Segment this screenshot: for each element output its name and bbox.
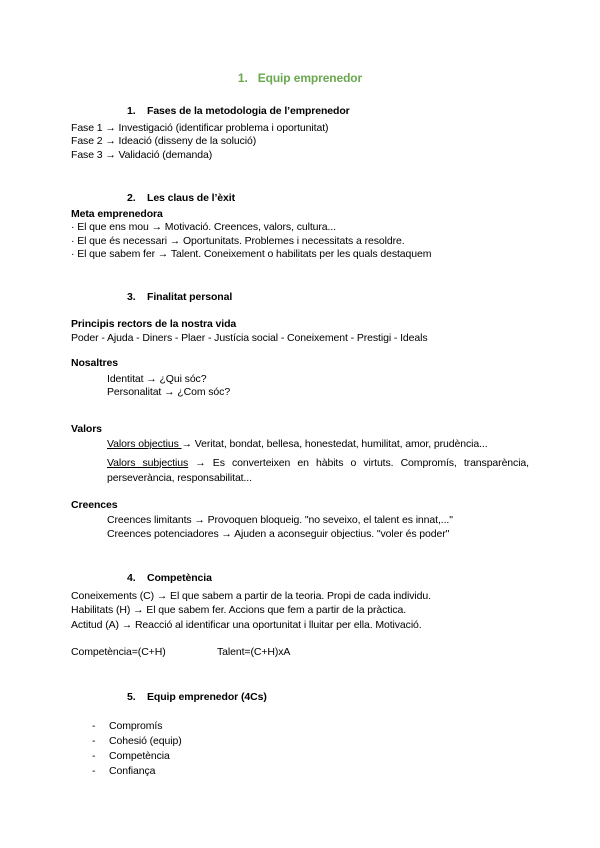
dash-marker: -	[92, 765, 96, 777]
section-5-heading-text: Equip emprenedor (4Cs)	[147, 690, 267, 703]
fase-1-line: Fase 1 → Investigació (identificar problema i oportunitat)	[71, 121, 329, 134]
section-1-heading-number: 1.	[127, 105, 136, 117]
dash-marker: -	[92, 735, 96, 747]
valors-objectius-label: Valors objectius	[107, 438, 182, 450]
coneixements-line: Coneixements (C) → El que sabem a partir de la teoria. Propi de cada individu.	[71, 589, 431, 602]
document-title	[71, 71, 529, 85]
section-2-heading-number: 2.	[127, 192, 136, 204]
habilitats-line: Habilitats (H) → El que sabem fer. Accions que fem a partir de la pràctica.	[71, 604, 407, 616]
valors-title: Valors	[71, 422, 102, 435]
claus-bullet-3: · El que sabem fer → Talent. Coneixement o habilitats per les quals destaquem	[71, 248, 432, 260]
principis-title: Principis rectors de la nostra vida	[71, 318, 237, 330]
section-5-heading-number: 5.	[127, 690, 136, 703]
identitat-line: Identitat → ¿Qui sóc?	[107, 372, 207, 385]
list-item	[71, 719, 529, 734]
list-item-label: Competència	[109, 750, 170, 762]
fase-3-line: Fase 3 → Validació (demanda)	[71, 148, 213, 161]
personalitat-line: Personalitat → ¿Com sóc?	[107, 386, 231, 398]
dash-marker: -	[92, 750, 96, 762]
section-5-heading	[127, 691, 529, 705]
meta-emprenedora-subheading: Meta emprenedora	[71, 207, 163, 220]
section-4-heading-text: Competència	[147, 572, 212, 584]
section-2-heading	[127, 192, 529, 206]
claus-bullet-1: · El que ens mou → Motivació. Creences, valors, cultura...	[71, 221, 336, 233]
list-item	[71, 749, 529, 764]
list-item-label: Confiança	[109, 765, 156, 777]
title-number: 1.	[237, 71, 248, 85]
formula-row	[71, 646, 529, 660]
section-3-heading-text: Finalitat personal	[147, 290, 233, 303]
dash-marker: -	[92, 720, 96, 732]
list-item	[71, 734, 529, 749]
valors-subjectius-text: → Es converteixen en hàbits o virtuts. Compromís, transparència, perseverància, responsabilitat...	[107, 456, 529, 484]
claus-bullet-2: · El que és necessari → Oportunitats. Problemes i necessitats a resoldre.	[71, 234, 405, 247]
valors-subjectius-paragraph	[107, 456, 529, 486]
list-item	[71, 764, 529, 779]
section-4-heading	[127, 572, 529, 586]
section-1-heading	[127, 105, 529, 119]
section-3-heading-number: 3.	[127, 290, 136, 303]
section-2-heading-text: Les claus de l’èxit	[147, 192, 235, 204]
competencia-formula: Competència=(C+H)	[71, 646, 166, 658]
list-item-label: Compromís	[109, 720, 163, 732]
actitud-line: Actitud (A) → Reacció al identificar una oportunitat i lluitar per ella. Motivació.	[71, 618, 422, 631]
fase-2-line: Fase 2 → Ideació (disseny de la solució)	[71, 135, 257, 147]
principis-line: Poder - Ajuda - Diners - Plaer - Justícia social - Coneixement - Prestigi - Ideals	[71, 331, 428, 344]
title-text: Equip emprenedor	[257, 71, 363, 85]
list-item-label: Cohesió (equip)	[109, 735, 182, 747]
valors-subjectius-label: Valors subjectius	[107, 456, 189, 469]
valors-objectius-text: → Veritat, bondat, bellesa, honestedat, humilitat, amor, prudència...	[181, 438, 488, 450]
nosaltres-title: Nosaltres	[71, 357, 118, 369]
creences-potenciadores-line: Creences potenciadores → Ajuden a aconseguir objectius. "voler és poder"	[107, 527, 450, 540]
section-4-heading-number: 4.	[127, 572, 136, 584]
valors-objectius-line	[107, 438, 529, 452]
creences-limitants-line: Creences limitants → Provoquen bloqueig. "no seveixo, el talent es innat,..."	[107, 514, 453, 526]
talent-formula: Talent=(C+H)xA	[217, 646, 291, 658]
section-1-heading-text: Fases de la metodologia de l’emprenedor	[147, 105, 350, 117]
section-3-heading	[127, 291, 529, 305]
creences-title: Creences	[71, 498, 118, 511]
